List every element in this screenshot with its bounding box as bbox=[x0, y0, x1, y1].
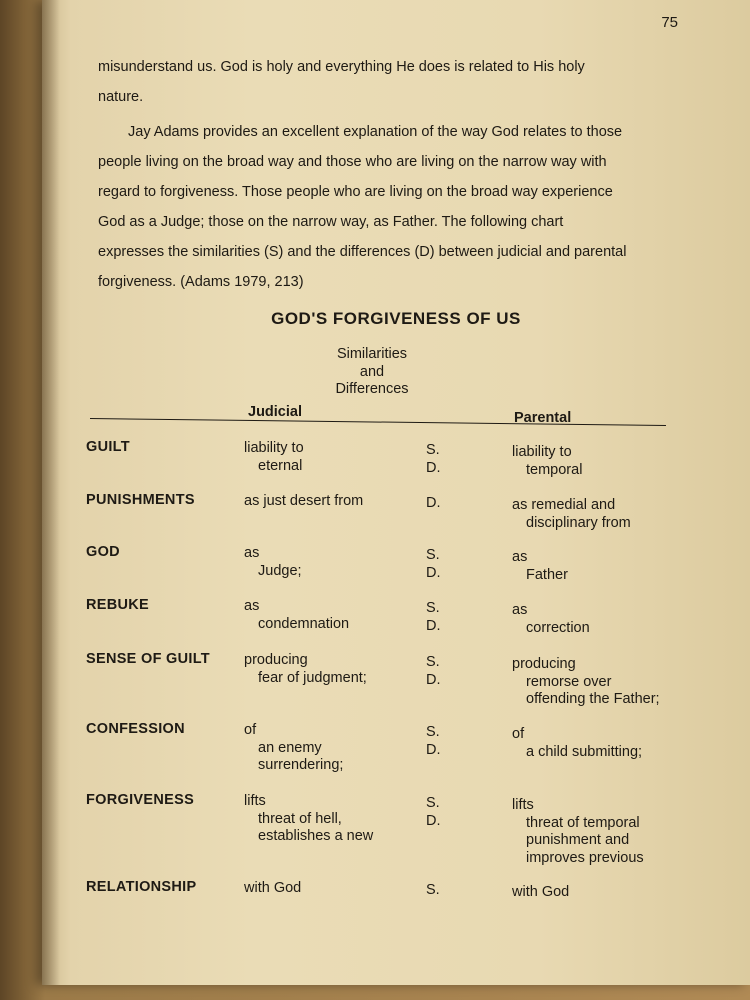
parental-cell-line: as bbox=[512, 549, 528, 565]
book-page bbox=[42, 0, 750, 985]
parental-cell-line: correction bbox=[526, 619, 590, 636]
similarity-difference-cell-line: D. bbox=[426, 564, 441, 581]
judicial-cell-line: producing bbox=[244, 652, 308, 668]
parental-cell-line: liability to bbox=[512, 444, 572, 460]
judicial-cell-line: Judge; bbox=[258, 562, 302, 579]
parental-cell-line: producing bbox=[512, 656, 576, 672]
similarity-difference-cell-line: S. bbox=[426, 882, 440, 898]
judicial-cell-line: as bbox=[244, 545, 260, 561]
parental-cell-line: remorse over bbox=[526, 673, 612, 690]
similarity-difference-cell-line: D. bbox=[426, 671, 441, 688]
similarity-difference-cell-line: D. bbox=[426, 495, 441, 511]
parental-cell-line: with God bbox=[512, 884, 570, 900]
judicial-cell-line: an enemy bbox=[258, 739, 322, 756]
judicial-cell-line: as bbox=[244, 598, 260, 614]
judicial-cell bbox=[244, 545, 434, 580]
similarity-difference-cell bbox=[426, 795, 456, 830]
parental-cell-line: disciplinary from bbox=[526, 514, 631, 531]
paragraph-2-line: God as a Judge; those on the narrow way, as Father. The following chart bbox=[98, 214, 564, 230]
judicial-cell-line: fear of judgment; bbox=[258, 669, 367, 686]
similarity-difference-cell-line: S. bbox=[426, 442, 440, 458]
similarity-difference-cell-line: S. bbox=[426, 600, 440, 616]
similarity-difference-cell bbox=[426, 495, 456, 513]
paragraph-1-line: misunderstand us. God is holy and everything He does is related to His holy bbox=[98, 59, 585, 75]
parental-cell-line: as remedial and bbox=[512, 497, 616, 513]
judicial-cell-line: with God bbox=[244, 880, 302, 896]
paragraph-2-line: expresses the similarities (S) and the differences (D) between judicial and parental bbox=[98, 244, 627, 260]
judicial-cell bbox=[244, 793, 434, 846]
parental-cell bbox=[512, 497, 712, 532]
row-label: FORGIVENESS bbox=[86, 792, 195, 808]
judicial-cell bbox=[244, 598, 434, 633]
similarity-difference-cell bbox=[426, 547, 456, 582]
judicial-cell bbox=[244, 880, 434, 898]
judicial-cell-line: establishes a new bbox=[258, 828, 374, 844]
similarity-difference-cell-line: D. bbox=[426, 617, 441, 634]
judicial-cell bbox=[244, 493, 434, 511]
similarity-difference-cell-line: S. bbox=[426, 654, 440, 670]
parental-cell bbox=[512, 797, 712, 867]
similarity-difference-cell-line: D. bbox=[426, 741, 441, 758]
judicial-cell-line: surrendering; bbox=[258, 757, 344, 773]
parental-cell bbox=[512, 884, 712, 902]
parental-cell bbox=[512, 444, 712, 479]
paragraph-2-line: people living on the broad way and those who are living on the narrow way with bbox=[98, 154, 607, 170]
subtitle-line: and bbox=[359, 363, 385, 380]
parental-cell bbox=[512, 549, 712, 584]
similarity-difference-cell-line: S. bbox=[426, 724, 440, 740]
similarity-difference-cell bbox=[426, 724, 456, 759]
row-label: PUNISHMENTS bbox=[86, 492, 195, 508]
paragraph-2-line: forgiveness. (Adams 1979, 213) bbox=[98, 274, 304, 290]
parental-cell-line: of bbox=[512, 726, 525, 742]
paragraph-2-line: regard to forgiveness. Those people who are living on the broad way experience bbox=[98, 184, 613, 200]
similarity-difference-cell-line: D. bbox=[426, 459, 441, 476]
row-label: GOD bbox=[86, 544, 120, 560]
parental-cell-line: improves previous bbox=[526, 849, 644, 866]
subtitle-line: Similarities bbox=[336, 346, 408, 362]
page-number: 75 bbox=[661, 14, 678, 31]
paragraph-1 bbox=[98, 52, 678, 112]
paragraph-2-line: Jay Adams provides an excellent explanation of the way God relates to those bbox=[128, 124, 623, 140]
judicial-cell-line: liability to bbox=[244, 440, 304, 456]
similarity-difference-cell-line: S. bbox=[426, 795, 440, 811]
chart-title: GOD'S FORGIVENESS OF US bbox=[271, 309, 521, 328]
paragraph-2 bbox=[98, 117, 678, 297]
judicial-cell-line: eternal bbox=[258, 457, 303, 474]
parental-cell bbox=[512, 726, 712, 761]
similarity-difference-cell bbox=[426, 600, 456, 635]
spine-shadow bbox=[42, 0, 60, 985]
parental-cell-line: lifts bbox=[512, 797, 534, 813]
parental-cell-line: offending the Father; bbox=[526, 691, 660, 707]
row-label: RELATIONSHIP bbox=[86, 879, 197, 895]
row-label: GUILT bbox=[86, 439, 130, 455]
judicial-cell-line: of bbox=[244, 722, 257, 738]
row-label: REBUKE bbox=[86, 597, 150, 613]
judicial-cell bbox=[244, 722, 434, 775]
header-rule bbox=[90, 418, 666, 426]
similarity-difference-cell bbox=[426, 654, 456, 689]
parental-cell-line: Father bbox=[526, 566, 568, 583]
parental-cell-line: a child submitting; bbox=[526, 743, 643, 760]
column-header-judicial: Judicial bbox=[248, 404, 302, 420]
row-label: SENSE OF GUILT bbox=[86, 651, 210, 667]
similarity-difference-cell-line: D. bbox=[426, 812, 441, 829]
judicial-cell-line: lifts bbox=[244, 793, 266, 809]
judicial-cell-line: threat of hell, bbox=[258, 810, 342, 827]
paragraph-1-line: nature. bbox=[98, 89, 144, 105]
judicial-cell bbox=[244, 440, 434, 475]
parental-cell bbox=[512, 656, 712, 709]
column-header-parental: Parental bbox=[514, 410, 572, 426]
similarity-difference-cell bbox=[426, 882, 456, 900]
parental-cell-line: punishment and bbox=[526, 832, 630, 848]
judicial-cell bbox=[244, 652, 434, 687]
subtitle-line: Differences bbox=[335, 381, 409, 397]
judicial-cell-line: as just desert from bbox=[244, 493, 364, 509]
parental-cell-line: temporal bbox=[526, 461, 583, 478]
judicial-cell-line: condemnation bbox=[258, 615, 350, 632]
parental-cell bbox=[512, 602, 712, 637]
parental-cell-line: threat of temporal bbox=[526, 814, 640, 831]
similarity-difference-cell-line: S. bbox=[426, 547, 440, 563]
row-label: CONFESSION bbox=[86, 721, 185, 737]
parental-cell-line: as bbox=[512, 602, 528, 618]
similarity-difference-cell bbox=[426, 442, 456, 477]
chart-subtitle bbox=[292, 346, 452, 399]
